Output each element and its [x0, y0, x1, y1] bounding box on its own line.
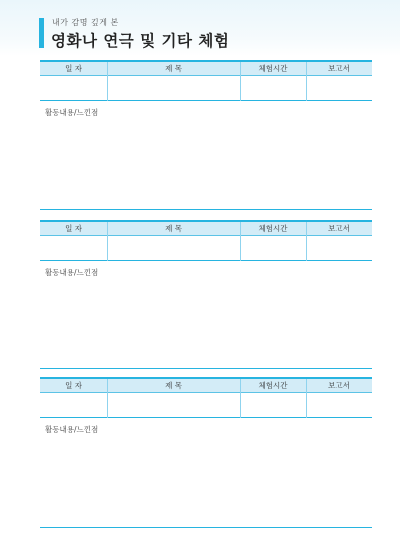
column-divider [107, 62, 108, 101]
column-title: 제 목 [165, 64, 182, 73]
activity-notes-label: 활동내용/느낀점 [45, 425, 99, 434]
column-duration: 체험시간 [258, 381, 288, 390]
column-date: 일 자 [65, 64, 82, 73]
column-date: 일 자 [65, 224, 82, 233]
column-report: 보고서 [328, 224, 350, 233]
column-divider [240, 222, 241, 261]
table-header-row [40, 379, 372, 393]
section-bottom-rule [40, 527, 372, 528]
column-date: 일 자 [65, 381, 82, 390]
section-bottom-rule [40, 368, 372, 369]
column-divider [240, 379, 241, 418]
section-bottom-rule [40, 209, 372, 210]
page-title: 영화나 연극 및 기타 체험 [51, 32, 230, 50]
activity-notes-label: 활동내용/느낀점 [45, 268, 99, 277]
record-table [40, 60, 372, 101]
title-accent-bar [39, 18, 44, 48]
column-title: 제 목 [165, 224, 182, 233]
column-divider [107, 379, 108, 418]
column-divider [107, 222, 108, 261]
column-divider [306, 62, 307, 101]
column-report: 보고서 [328, 64, 350, 73]
column-report: 보고서 [328, 381, 350, 390]
activity-notes-label: 활동내용/느낀점 [45, 108, 99, 117]
record-table [40, 220, 372, 261]
column-divider [306, 379, 307, 418]
record-table [40, 377, 372, 418]
column-divider [306, 222, 307, 261]
column-divider [240, 62, 241, 101]
column-title: 제 목 [165, 381, 182, 390]
table-header-row [40, 222, 372, 236]
column-duration: 체험시간 [258, 224, 288, 233]
column-duration: 체험시간 [258, 64, 288, 73]
table-header-row [40, 62, 372, 76]
page-subtitle: 내가 감명 깊게 본 [52, 18, 119, 27]
